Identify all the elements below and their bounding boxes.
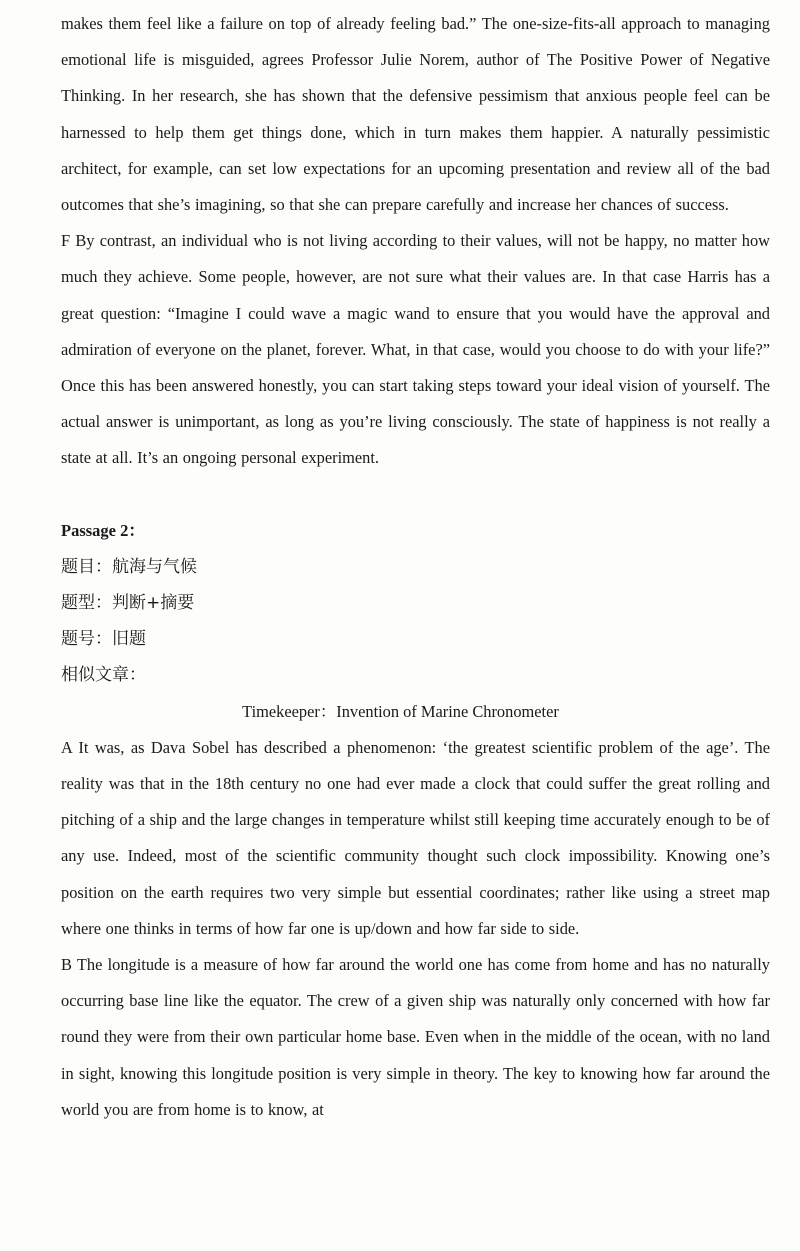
similar-articles-line: 相似文章： bbox=[61, 665, 146, 686]
section-gap bbox=[61, 477, 770, 513]
paragraph-f: F By contrast, an individual who is not living according to their values, will not be happy, no matter how much they achieve. Some people, however, are not sure what their values are. In that case Harris has a great question: “Imagine I could wave a magic wand to ensure that you would have the approval and admiration of everyone on the planet, forever. What, in that case, would you choose to do with your life?” Once this has been answered honestly, you can start taking steps toward your ideal vision of yourself. The actual answer is unimportant, as long as you’re living consciously. The state of happiness is not really a state at all. It’s an ongoing personal experiment. bbox=[61, 231, 770, 468]
topic-line: 题目：航海与气候 bbox=[61, 556, 197, 577]
paragraph-e-continuation: makes them feel like a failure on top of already feeling bad.” The one-size-fits-all approach to managing emotional life is misguided, agrees Professor Julie Norem, author of The Positive Power of Negative Thinking. In her research, she has shown that the defensive pessimism that anxious people feel can be harnessed to help them get things done, which in turn makes them happier. A naturally pessimistic architect, for example, can set low expectations for an upcoming presentation and review all of the bad outcomes that she’s imagining, so that she can prepare carefully and increase her chances of success. bbox=[61, 14, 770, 215]
paragraph-a: A It was, as Dava Sobel has described a phenomenon: ‘the greatest scientific problem of the age’. The reality was that in the 18th century no one had ever made a clock that could suffer the great rolling and pitching of a ship and the large changes in temperature whilst still keeping time accurately enough to be of any use. Indeed, most of the scientific community thought such clock impossibility. Knowing one’s position on the earth requires two very simple but essential coordinates; rather like using a street map where one thinks in terms of how far one is up/down and how far side to side. bbox=[61, 737, 770, 938]
paragraph-b: B The longitude is a measure of how far around the world one has come from home and has no naturally occurring base line like the equator. The crew of a given ship was naturally only concerned with how far round they were from their own particular home base. Even when in the middle of the ocean, with no land in sight, knowing this longitude position is very simple in theory. The key to knowing how far around the world you are from home is to know, at bbox=[61, 955, 770, 1119]
question-type-line: 题型：判断+摘要 bbox=[61, 593, 195, 614]
passage-heading: Passage 2： bbox=[61, 520, 145, 540]
question-number-line: 题号：旧题 bbox=[61, 629, 146, 650]
article-title: Timekeeper：Invention of Marine Chronometer bbox=[242, 701, 559, 721]
